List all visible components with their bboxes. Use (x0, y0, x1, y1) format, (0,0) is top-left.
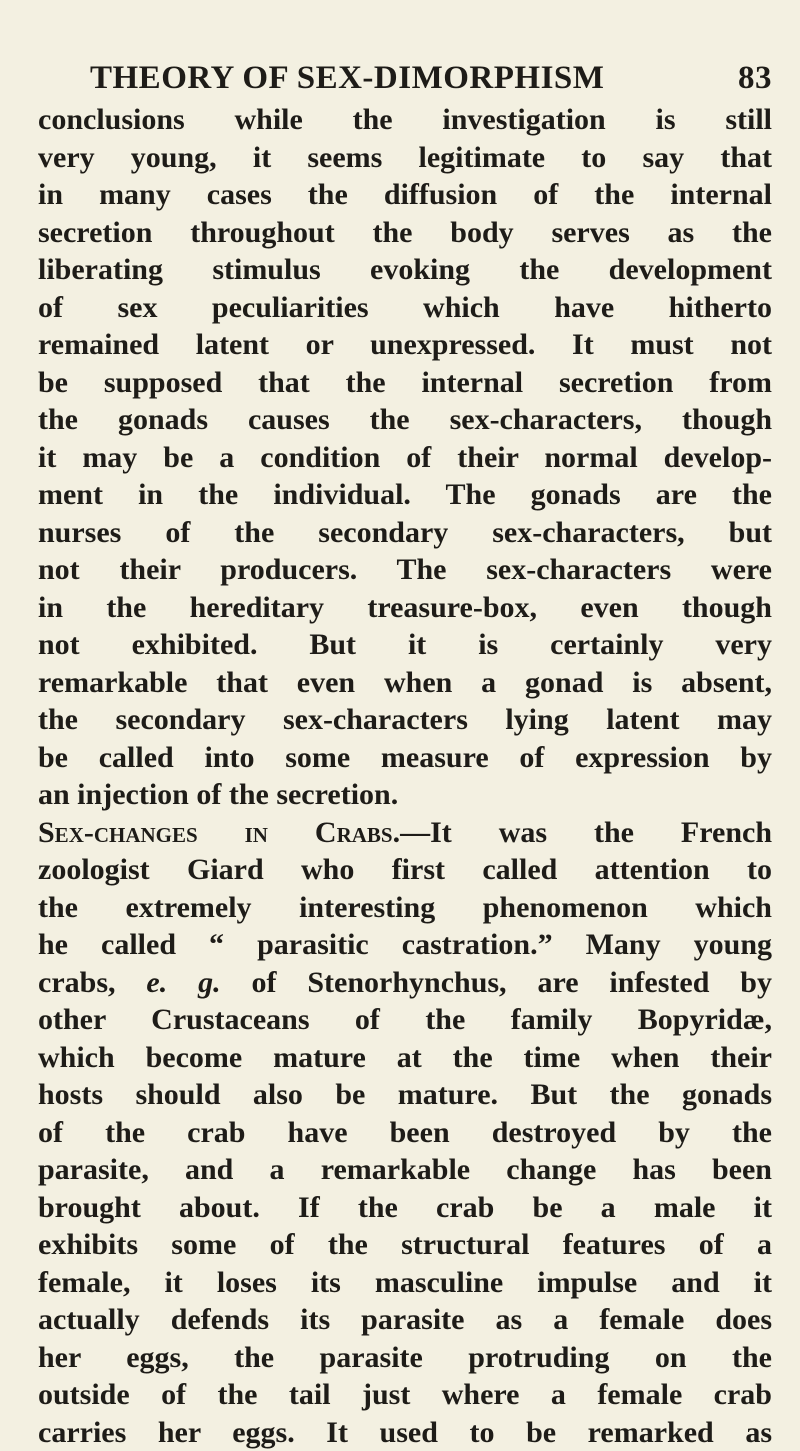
running-head (28, 58, 772, 98)
text-line: of the crab have been destroyed by the (38, 1114, 772, 1152)
text-line: remarkable that even when a gonad is absent, (38, 664, 772, 702)
text-line: it may be a condition of their normal develop- (38, 439, 772, 477)
section-heading-line (38, 814, 772, 852)
body-text (38, 101, 772, 1451)
text-line: ment in the individual. The gonads are the (38, 476, 772, 514)
text-line: outside of the tail just where a female crab (38, 1376, 772, 1414)
text-line: conclusions while the investigation is still (38, 101, 772, 139)
text-line: hosts should also be mature. But the gonads (38, 1076, 772, 1114)
text-line: actually defends its parasite as a female does (38, 1301, 772, 1339)
text-line: brought about. If the crab be a male it (38, 1189, 772, 1227)
text-line-with-italic (38, 964, 772, 1002)
text-line: be supposed that the internal secretion from (38, 364, 772, 402)
text-line: secretion throughout the body serves as the (38, 214, 772, 252)
text-line: he called “ parasitic castration.” Many young (38, 926, 772, 964)
text-line: remained latent or unexpressed. It must not (38, 326, 772, 364)
text-line-paragraph-end: an injection of the secretion. (38, 776, 772, 814)
text-line: zoologist Giard who first called attention to (38, 851, 772, 889)
section-heading-continuation: —It was the French (400, 816, 772, 849)
text-line: liberating stimulus evoking the development (38, 251, 772, 289)
page-number: 83 (738, 58, 772, 98)
text-fragment: crabs, (38, 966, 146, 999)
text-fragment: of Stenorhynchus, are infested by (221, 966, 772, 999)
text-line: carries her eggs. It used to be remarked as (38, 1414, 772, 1451)
text-line: which become mature at the time when their (38, 1039, 772, 1077)
text-line: in the hereditary treasure-box, even though (38, 589, 772, 627)
text-line: female, it loses its masculine impulse and it (38, 1264, 772, 1302)
text-line: exhibits some of the structural features of a (38, 1226, 772, 1264)
text-line: of sex peculiarities which have hitherto (38, 289, 772, 327)
text-line: the secondary sex-characters lying latent may (38, 701, 772, 739)
text-line: nurses of the secondary sex-characters, but (38, 514, 772, 552)
text-line: parasite, and a remarkable change has been (38, 1151, 772, 1189)
italic-abbreviation: e. g. (146, 966, 220, 999)
text-line: the gonads causes the sex-characters, though (38, 401, 772, 439)
text-line: in many cases the diffusion of the internal (38, 176, 772, 214)
text-line: not their producers. The sex-characters were (38, 551, 772, 589)
text-line: her eggs, the parasite protruding on the (38, 1339, 772, 1377)
text-line: the extremely interesting phenomenon which (38, 889, 772, 927)
running-head-title: THEORY OF SEX-DIMORPHISM (90, 58, 604, 98)
text-line: not exhibited. But it is certainly very (38, 626, 772, 664)
text-line: very young, it seems legitimate to say that (38, 139, 772, 177)
section-heading: Sex-changes in Crabs. (38, 816, 400, 849)
text-line: other Crustaceans of the family Bopyridæ, (38, 1001, 772, 1039)
text-line: be called into some measure of expression by (38, 739, 772, 777)
